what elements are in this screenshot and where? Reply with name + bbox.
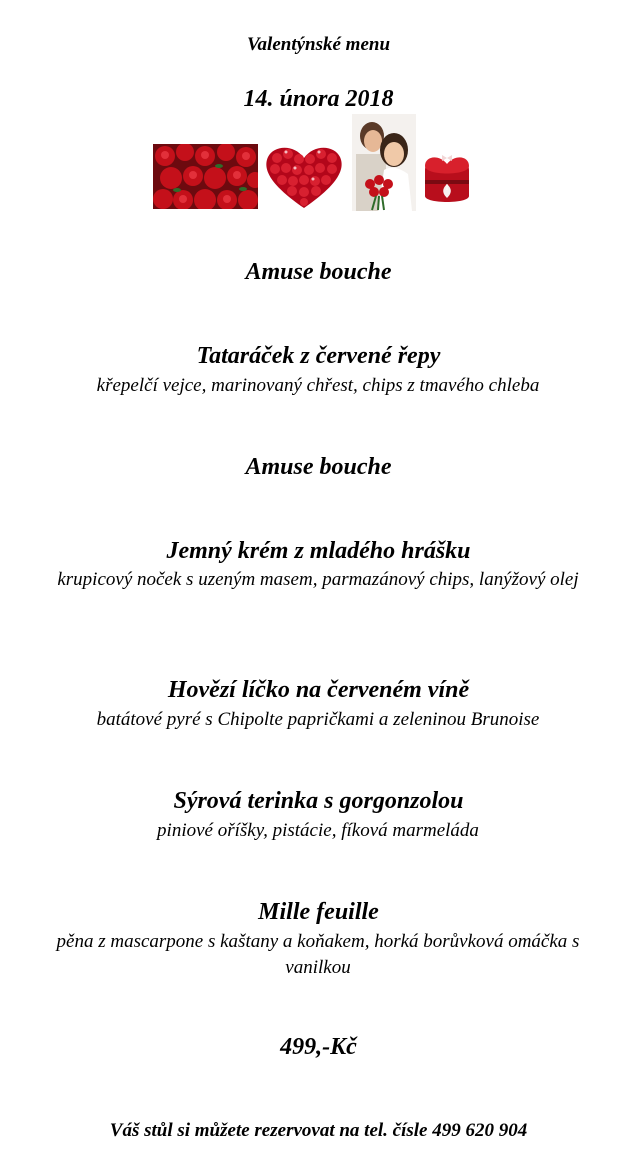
menu-price: 499,-Kč <box>280 1034 357 1060</box>
course-title: Jemný krém z mladého hrášku <box>166 538 471 564</box>
red-heart-gift-box-image <box>421 154 473 212</box>
reservation-note: Váš stůl si můžete rezervovat na tel. čísle 499 620 904 <box>109 1120 528 1141</box>
red-roses-bouquet-image <box>153 144 258 209</box>
course-title: Hovězí líčko na červeném víně <box>167 677 470 703</box>
couple-with-roses-image <box>352 114 416 211</box>
menu-date: 14. února 2018 <box>243 86 394 112</box>
course-description: batátové pyré s Chipolte papričkami a zeleninou Brunoise <box>96 709 540 730</box>
course-title: Sýrová terinka s gorgonzolou <box>173 788 464 814</box>
cherry-heart-image <box>262 144 346 210</box>
course-title: Amuse bouche <box>245 259 392 285</box>
course-description: křepelčí vejce, marinovaný chřest, chips z tmavého chleba <box>96 375 540 396</box>
menu-title: Valentýnské menu <box>246 34 391 55</box>
course-description: pěna z mascarpone s kaštany a koňakem, horká borůvková omáčka s vanilkou <box>56 931 580 978</box>
course-title: Tataráček z červené řepy <box>196 343 441 369</box>
decorative-images-row <box>153 114 473 214</box>
course-title: Mille feuille <box>258 899 379 925</box>
course-description: krupicový noček s uzeným masem, parmazánový chips, lanýžový olej <box>57 569 579 590</box>
course-description: piniové oříšky, pistácie, fíková marmeláda <box>157 820 479 841</box>
course-title: Amuse bouche <box>245 454 392 480</box>
